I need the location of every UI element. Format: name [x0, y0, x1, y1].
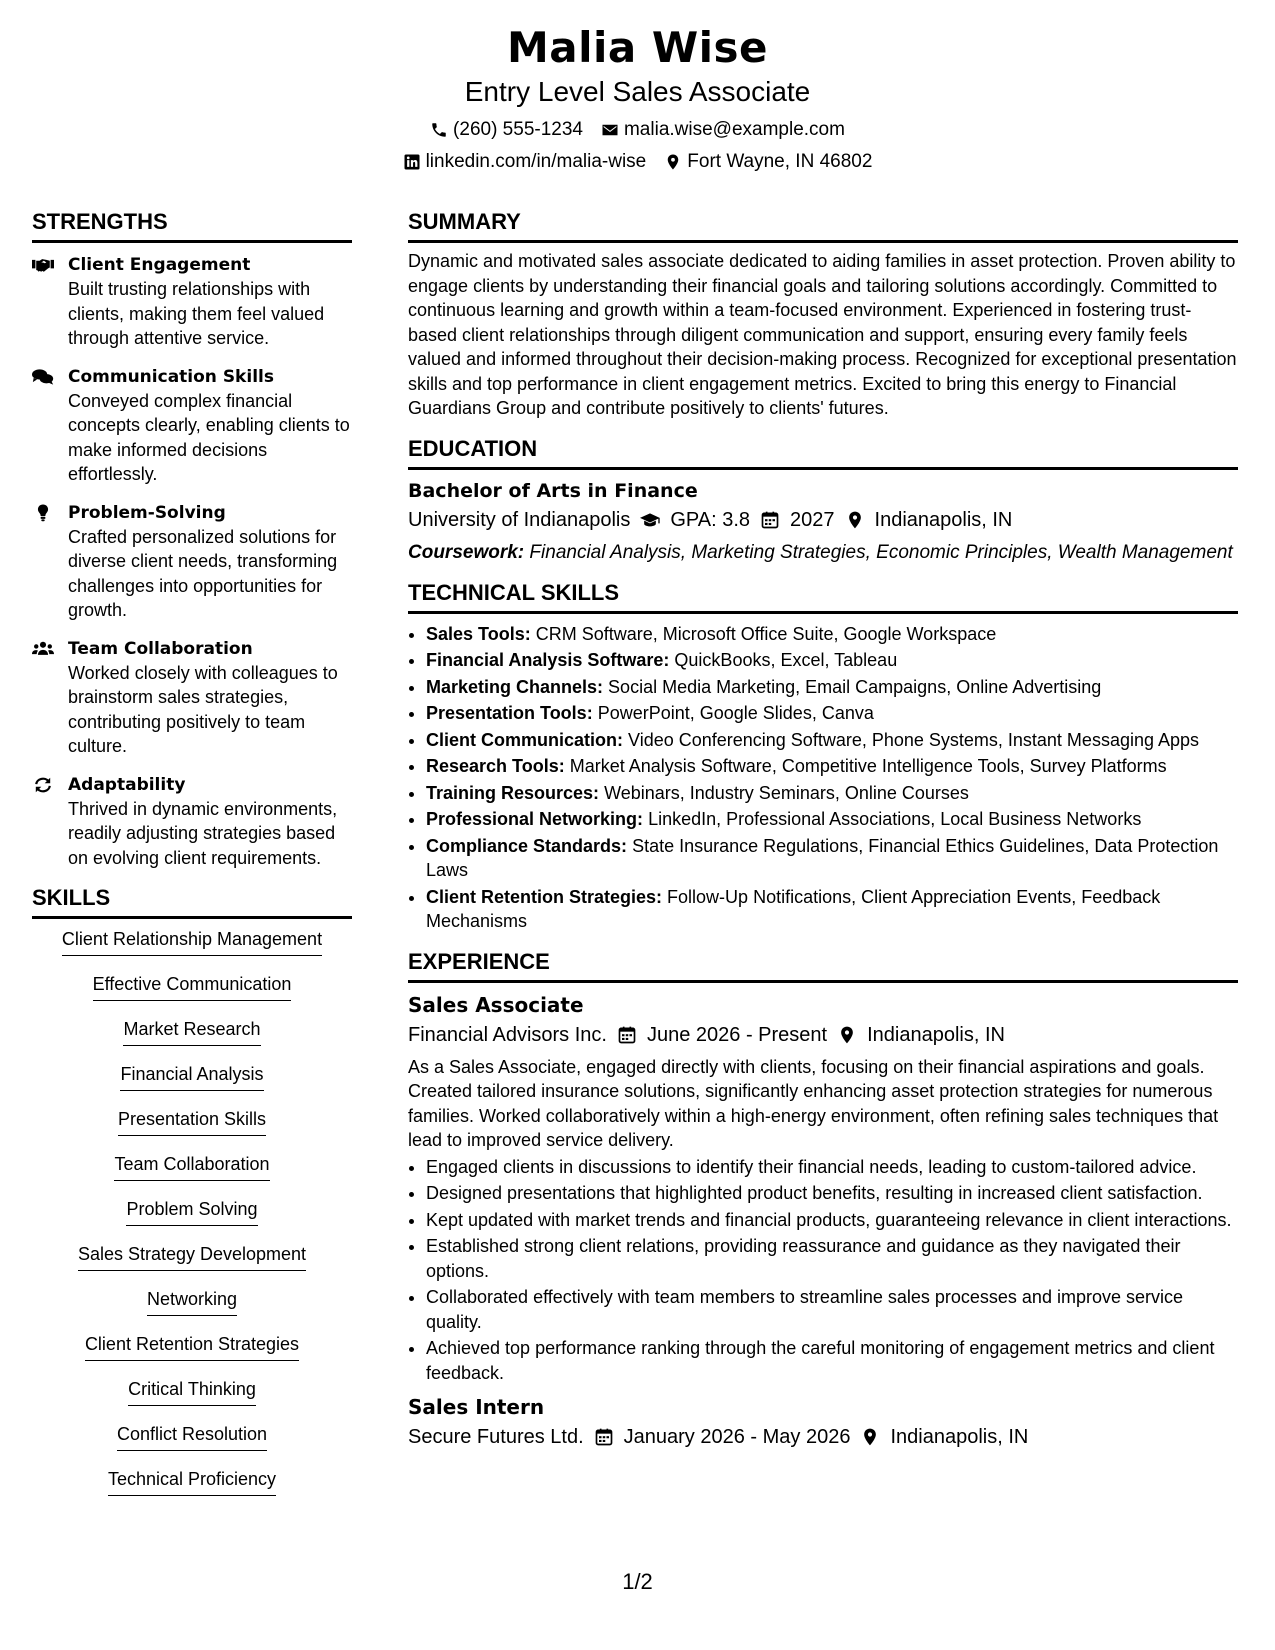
- technical-skills-heading: TECHNICAL SKILLS: [408, 579, 1238, 614]
- tech-skill-item: [426, 807, 1238, 832]
- job-dates: June 2026 - Present: [646, 1023, 828, 1046]
- skill-item: Market Research: [123, 1017, 260, 1046]
- school-location: Indianapolis, IN: [874, 508, 1013, 531]
- handshake-icon: [32, 253, 56, 351]
- degree-name: Bachelor of Arts in Finance: [408, 479, 698, 502]
- tech-skill-value: Webinars, Industry Seminars, Online Courses: [604, 782, 969, 803]
- skill-item: Client Retention Strategies: [85, 1332, 299, 1361]
- tech-skill-item: [426, 622, 1238, 647]
- tech-skill-value: Video Conferencing Software, Phone Systems, Instant Messaging Apps: [628, 729, 1200, 750]
- tech-skill-value: Market Analysis Software, Competitive Intelligence Tools, Survey Platforms: [569, 756, 1167, 776]
- lightbulb-icon: [32, 501, 56, 623]
- strength-title: Communication Skills: [68, 366, 274, 387]
- job-bullet: • Achieved top performance ranking through the careful monitoring of engagement metrics and client feedback.: [426, 1336, 1238, 1385]
- candidate-title: Entry Level Sales Associate: [464, 76, 811, 107]
- tech-skill-value: CRM Software, Microsoft Office Suite, Google Workspace: [535, 623, 997, 644]
- tech-skill-value: LinkedIn, Professional Associations, Local Business Networks: [648, 809, 1142, 829]
- map-pin-icon: [845, 510, 865, 530]
- skills-list: [32, 927, 352, 1512]
- experience-section: [408, 948, 1238, 1452]
- email-text[interactable]: malia.wise@example.com: [623, 119, 845, 140]
- strength-description: Built trusting relationships with clients, making them feel valued through attentive service.: [68, 279, 325, 348]
- technical-skills-section: [408, 579, 1238, 934]
- map-pin-icon: [837, 1025, 857, 1045]
- skill-item: Technical Proficiency: [108, 1467, 276, 1496]
- skill-item: Critical Thinking: [128, 1377, 256, 1406]
- company-name: Secure Futures Ltd.: [408, 1426, 584, 1448]
- education-meta: [408, 506, 1238, 534]
- location-contact: [664, 150, 872, 174]
- tech-skill-item: [426, 728, 1238, 753]
- skill-item: Effective Communication: [93, 972, 292, 1001]
- tech-skill-value: State Insurance Regulations, Financial Ethics Guidelines, Data Protection Laws: [426, 835, 1219, 880]
- linkedin-icon: [403, 153, 421, 171]
- tech-skill-label: Client Communication:: [426, 729, 623, 750]
- job-bullet: • Designed presentations that highlighted product benefits, resulting in increased client satisfaction.: [426, 1181, 1238, 1206]
- skill-item: Team Collaboration: [114, 1152, 269, 1181]
- summary-heading: SUMMARY: [408, 208, 1238, 243]
- job-bullet: • Kept updated with market trends and financial products, guaranteeing relevance in client interactions.: [426, 1208, 1238, 1233]
- job-bullets: [408, 1155, 1238, 1386]
- education-heading: EDUCATION: [408, 435, 1238, 470]
- page-number: 1/2: [622, 1569, 653, 1594]
- comments-icon: [32, 365, 56, 487]
- left-column: [32, 208, 352, 1512]
- right-column: [408, 208, 1238, 1451]
- job-meta: [408, 1423, 1238, 1451]
- strength-item: [32, 253, 352, 351]
- strength-item: [32, 773, 352, 871]
- users-icon: [32, 637, 56, 759]
- skill-item: Presentation Skills: [118, 1107, 266, 1136]
- tech-skill-item: [426, 781, 1238, 806]
- tech-skill-item: [426, 701, 1238, 726]
- skill-item: Networking: [147, 1287, 237, 1316]
- tech-skill-label: Research Tools:: [426, 756, 565, 776]
- tech-skill-label: Presentation Tools:: [426, 703, 593, 723]
- job-description: As a Sales Associate, engaged directly with clients, focusing on their financial aspirations and goals. Created tailored insurance solutions, significantly enhancing asset protection strategies for numerous families. Worked collaboratively within a high-energy environment, often refining sales techniques that lead to improved service delivery.: [408, 1056, 1219, 1150]
- job-location: Indianapolis, IN: [867, 1023, 1005, 1046]
- calendar-icon: [760, 510, 780, 530]
- candidate-name: Malia Wise: [506, 23, 769, 72]
- tech-skill-value: QuickBooks, Excel, Tableau: [674, 650, 898, 670]
- contact-row-1: [0, 118, 1275, 142]
- tech-skill-value: PowerPoint, Google Slides, Canva: [597, 703, 874, 723]
- strengths-heading: STRENGTHS: [32, 208, 352, 243]
- tech-skill-label: Financial Analysis Software:: [426, 650, 670, 670]
- tech-skill-value: Social Media Marketing, Email Campaigns, Online Advertising: [608, 676, 1102, 697]
- email-contact: [601, 118, 845, 142]
- strength-description: Worked closely with colleagues to brainstorm sales strategies, contributing positively to team culture.: [68, 662, 338, 756]
- company-name: Financial Advisors Inc.: [408, 1023, 607, 1046]
- skill-item: Problem Solving: [126, 1197, 257, 1226]
- strength-description: Conveyed complex financial concepts clearly, enabling clients to make informed decisions effortlessly.: [68, 390, 350, 484]
- strength-title: Problem-Solving: [68, 502, 226, 523]
- tech-skill-label: Training Resources:: [426, 782, 600, 803]
- tech-skill-item: [426, 675, 1238, 700]
- skill-item: Conflict Resolution: [117, 1422, 267, 1451]
- calendar-icon: [617, 1025, 637, 1045]
- job-location: Indianapolis, IN: [890, 1426, 1029, 1448]
- tech-skill-value: Follow-Up Notifications, Client Appreciation Events, Feedback Mechanisms: [426, 886, 1161, 931]
- strength-description: Crafted personalized solutions for diverse client needs, transforming challenges into opportunities for growth.: [68, 526, 338, 620]
- tech-skill-label: Marketing Channels:: [426, 676, 604, 697]
- skill-item: Sales Strategy Development: [78, 1242, 306, 1271]
- sync-icon: [32, 773, 56, 871]
- resume-header: [0, 22, 1275, 174]
- tech-skill-item: [426, 885, 1238, 934]
- phone-contact: [430, 118, 583, 142]
- tech-skill-label: Professional Networking:: [426, 809, 644, 829]
- job-meta: [408, 1021, 1238, 1049]
- tech-skill-item: [426, 648, 1238, 673]
- strength-description: Thrived in dynamic environments, readily adjusting strategies based on evolving client requirements.: [68, 798, 338, 868]
- skill-item: Client Relationship Management: [62, 927, 322, 956]
- skill-item: Financial Analysis: [120, 1062, 263, 1091]
- linkedin-text[interactable]: linkedin.com/in/malia-wise: [425, 151, 647, 172]
- job-bullet: • Established strong client relations, providing reassurance and guidance as they navigated their options.: [426, 1234, 1238, 1283]
- job-bullet: • Engaged clients in discussions to identify their financial needs, leading to custom-tailored advice.: [426, 1155, 1238, 1180]
- graduation-cap-icon: [640, 510, 660, 530]
- linkedin-contact: [403, 150, 647, 174]
- envelope-icon: [601, 121, 619, 139]
- phone-icon: [430, 121, 448, 139]
- strength-item: [32, 637, 352, 759]
- calendar-icon: [594, 1427, 614, 1447]
- technical-skills-list: [408, 622, 1238, 934]
- coursework-list: Financial Analysis, Marketing Strategies, Economic Principles, Wealth Management: [529, 541, 1233, 563]
- location-text: Fort Wayne, IN 46802: [687, 151, 873, 172]
- school-name: University of Indianapolis: [408, 508, 631, 531]
- gpa-value: GPA: 3.8: [670, 508, 751, 531]
- tech-skill-label: Client Retention Strategies:: [426, 886, 663, 907]
- experience-heading: EXPERIENCE: [408, 948, 1238, 983]
- strength-item: [32, 501, 352, 623]
- tech-skill-item: [426, 754, 1238, 779]
- coursework: [408, 540, 1238, 565]
- job-title: Sales Associate: [408, 992, 584, 1017]
- graduation-year: 2027: [790, 508, 835, 531]
- strength-title: Client Engagement: [68, 255, 251, 275]
- job-dates: January 2026 - May 2026: [623, 1426, 851, 1448]
- job-title: Sales Intern: [408, 1395, 545, 1419]
- skills-heading: SKILLS: [32, 884, 352, 919]
- strength-item: [32, 365, 352, 487]
- map-pin-icon: [860, 1427, 880, 1447]
- coursework-label: Coursework:: [408, 541, 525, 563]
- job-bullet: • Collaborated effectively with team members to streamline sales processes and improve service quality.: [426, 1285, 1238, 1334]
- phone-text[interactable]: (260) 555-1234: [453, 119, 583, 140]
- tech-skill-label: Sales Tools:: [426, 623, 531, 644]
- strengths-list: [32, 253, 352, 870]
- contact-row-2: [0, 150, 1275, 174]
- tech-skill-item: [426, 834, 1238, 883]
- education-section: [408, 435, 1238, 565]
- map-pin-icon: [664, 153, 682, 171]
- tech-skill-label: Compliance Standards:: [426, 835, 628, 856]
- strength-title: Adaptability: [68, 774, 186, 795]
- strength-title: Team Collaboration: [68, 638, 253, 659]
- summary-text: Dynamic and motivated sales associate dedicated to aiding families in asset protection. Proven ability to engage clients by understanding their financial goals and tailoring solutions accordingly. Committed to continuous learning and growth within a team-focused environment. Experienced in fostering trust-based client relationships through diligent communication and support, ensuring every family feels valued and informed throughout their decision-making process. Recognized for exceptional presentation skills and top performance in client engagement metrics. Excited to bring this energy to Financial Guardians Group and contribute positively to clients' futures.: [408, 251, 1237, 418]
